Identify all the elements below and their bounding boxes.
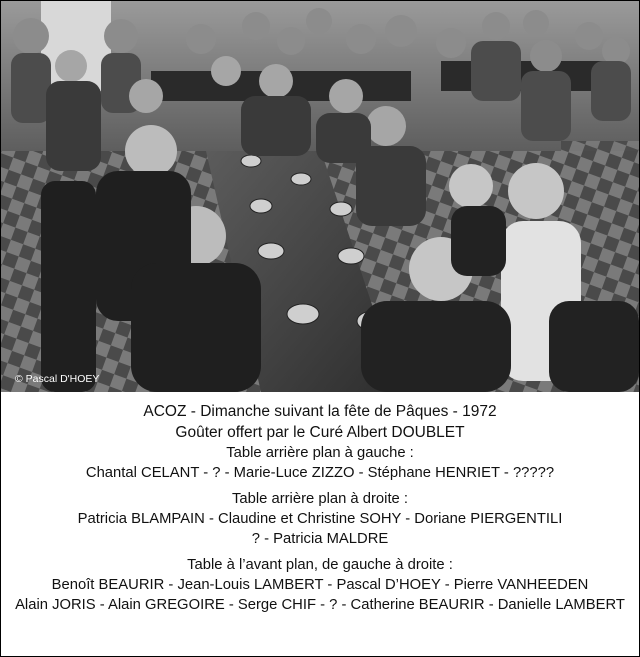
names-back-left: Chantal CELANT - ? - Marie-Luce ZIZZO - Stéphane HENRIET - ????? bbox=[85, 465, 555, 481]
section-heading-foreground: Table à l’avant plan, de gauche à droite : bbox=[187, 557, 453, 573]
group-photo bbox=[1, 1, 639, 392]
photo-illustration bbox=[1, 1, 639, 392]
section-heading-back-left: Table arrière plan à gauche : bbox=[226, 445, 414, 461]
photo-credit: © Pascal D'HOEY bbox=[15, 373, 100, 385]
names-back-right-line-1: Patricia BLAMPAIN - Claudine et Christine SOHY - Doriane PIERGENTILI bbox=[77, 511, 563, 527]
caption-title: ACOZ - Dimanche suivant la fête de Pâques - 1972 bbox=[143, 403, 497, 420]
names-foreground-line-1: Benoît BEAURIR - Jean-Louis LAMBERT - Pascal D’HOEY - Pierre VANHEEDEN bbox=[51, 577, 589, 593]
caption-subtitle: Goûter offert par le Curé Albert DOUBLET bbox=[175, 424, 465, 441]
caption-block bbox=[1, 401, 639, 615]
section-heading-back-right: Table arrière plan à droite : bbox=[231, 491, 409, 507]
names-foreground-line-2: Alain JORIS - Alain GREGOIRE - Serge CHIF - ? - Catherine BEAURIR - Danielle LAMBERT bbox=[15, 597, 625, 613]
names-back-right-line-2: ? - Patricia MALDRE bbox=[251, 531, 389, 547]
